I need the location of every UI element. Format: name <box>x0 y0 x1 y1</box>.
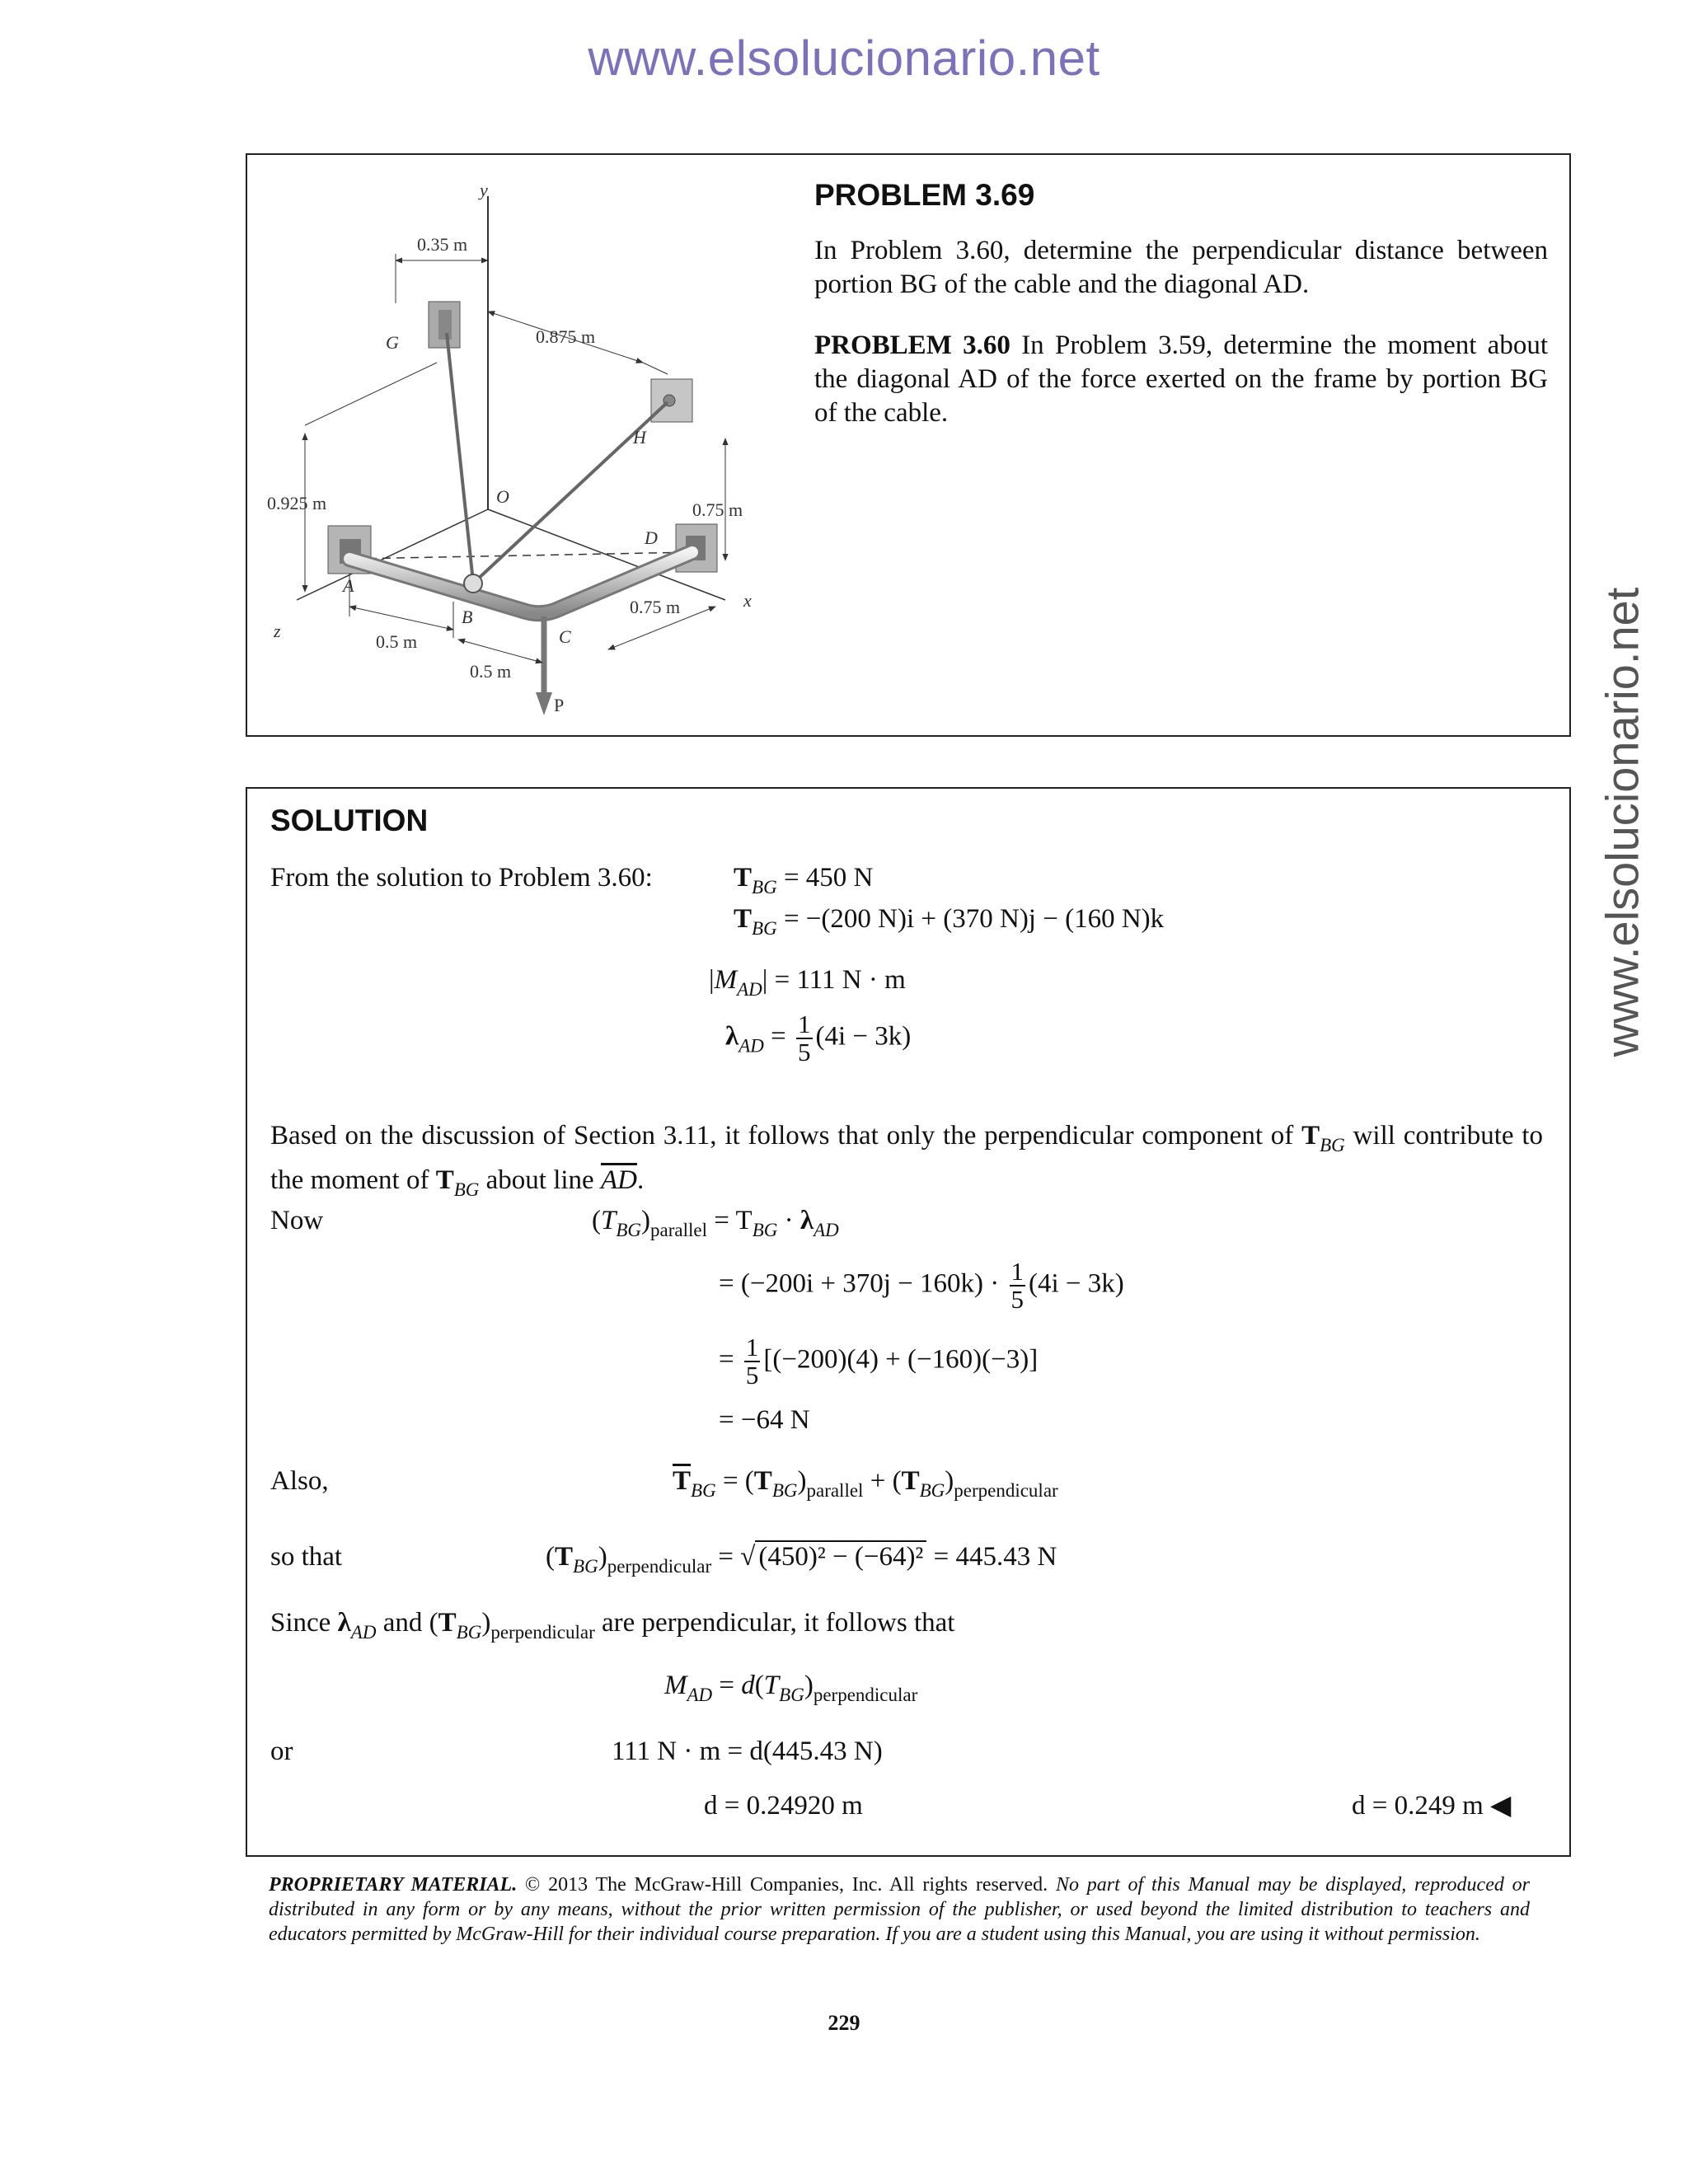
axis-x-label: x <box>743 590 752 611</box>
diagonal-AD <box>354 552 692 559</box>
dim-0.75-right: 0.75 m <box>692 499 743 520</box>
eq-parallel-step3: = $\frac{1}{5}$ [(−200)(4) + (−160)(−3)] <box>719 1333 1039 1390</box>
eq-or: 111 N · m = d(445.43 N) <box>612 1736 883 1766</box>
point-B-label: B <box>462 607 473 627</box>
eq-parallel-step2: = (−200i + 370j − 160k) · $\frac{1}{5}$ (4i − 3k) <box>719 1257 1124 1314</box>
dim-0.5-left: 0.5 m <box>376 631 418 652</box>
eq-tbg-magnitude: $T_{BG} = 450$ N <box>734 863 874 898</box>
point-G-label: G <box>386 332 399 353</box>
from-label: From the solution to Problem 3.60: <box>270 863 653 893</box>
eq-decomposition: $\overline{T}_{BG} = (T_{BG})_{parallel} + (T_{BG})_{perpendicular}$ <box>673 1466 1058 1501</box>
point-A-label: A <box>343 575 354 596</box>
eq-parallel-result: = −64 N <box>719 1405 810 1435</box>
dim-0.875: 0.875 m <box>536 326 596 347</box>
footer-copyright: © 2013 The McGraw-Hill Companies, Inc. All rights reserved. <box>525 1874 1048 1896</box>
point-C-label: C <box>559 626 571 647</box>
axis-z-label: z <box>274 621 281 641</box>
bracket-H <box>651 379 692 422</box>
watermark-side-text: www.elsolucionario.net <box>1596 587 1648 1057</box>
footer-proprietary: PROPRIETARY MATERIAL. <box>269 1874 518 1896</box>
eq-mad: $|M_{AD}| = 111$ N · m <box>709 965 906 1000</box>
or-label: or <box>270 1736 293 1766</box>
frame-diagram <box>264 171 775 715</box>
problem-text <box>814 178 1548 430</box>
footer-notice <box>269 1872 1530 1947</box>
dim-0.75-bottom: 0.75 m <box>630 597 681 617</box>
watermark-top: www.elsolucionario.net <box>588 30 1100 86</box>
sothat-label: so that <box>270 1542 343 1572</box>
force-P-label: P <box>554 695 565 715</box>
solution-heading: SOLUTION <box>270 804 429 837</box>
now-label: Now <box>270 1206 324 1235</box>
ref-problem-heading: PROBLEM 3.60 <box>814 330 1010 360</box>
problem-statement: In Problem 3.60, determine the perpendicular distance between portion BG of the cable and the diagonal AD. <box>814 236 1548 299</box>
final-answer: d = 0.249 m ◀ <box>1352 1791 1512 1821</box>
discussion-text: Based on the discussion of Section 3.11, it follows that only the perpendicular component of $T_{BG}$ will contribute to the moment of $T_{BG}$ about line $\overline{AD}$. <box>270 1121 1544 1200</box>
point-D-label: D <box>645 527 658 548</box>
point-O-label: O <box>496 486 509 507</box>
ref-problem <box>814 329 1548 430</box>
since-line: Since $\lambda_{AD}$ and $(T_{BG})_{perpendicular}$ are perpendicular, it follows that <box>270 1608 955 1643</box>
eq-moment: $M_{AD} = d(T_{BG})_{perpendicular}$ <box>664 1671 918 1705</box>
footer-notice-text: No part of this Manual may be displayed, reproduced or distributed in any form or by any means, without the prior written permission of the publisher, or used beyond the limited distribution to teachers and educators permitted by McGraw-Hill for their individual course preparation. If you are a student using this Manual, you are using it without permission. <box>269 1874 1530 1945</box>
dim-0.35: 0.35 m <box>417 234 468 255</box>
page-number: 229 <box>828 2011 860 2035</box>
collar-B <box>464 574 482 593</box>
eq-lambda-ad: $\lambda_{AD}$ = $\frac{1}{5}$ (4i − 3k) <box>725 1010 912 1066</box>
eq-d-full: d = 0.24920 m <box>704 1791 863 1821</box>
cable-BG <box>447 333 473 582</box>
axis-y-label: y <box>480 180 488 200</box>
ref-problem-statement: In Problem 3.59, determine the moment about the diagonal AD of the force exerted on the frame by portion BG of the cable. <box>814 330 1548 428</box>
bracket-G <box>429 302 460 348</box>
also-label: Also, <box>270 1466 329 1496</box>
dim-0.5-bottom: 0.5 m <box>470 661 512 682</box>
problem-heading: PROBLEM 3.69 <box>814 178 1035 212</box>
eq-parallel-def: $(T_{BG})_{parallel} = T_{BG} \cdot \lambda_{AD}$ <box>592 1206 839 1240</box>
point-H-label: H <box>633 427 646 448</box>
eq-tbg-vector: $T_{BG} = -(200$ N)i + (370 N)j − (160 N)k <box>734 904 1165 939</box>
dim-0.925: 0.925 m <box>267 493 327 513</box>
solution-box <box>246 787 1571 1857</box>
problem-box <box>246 153 1571 737</box>
eq-perpendicular: $(T_{BG})_{perpendicular}$ = √ (450)² − (−64)² = 445.43 N <box>546 1542 1057 1577</box>
